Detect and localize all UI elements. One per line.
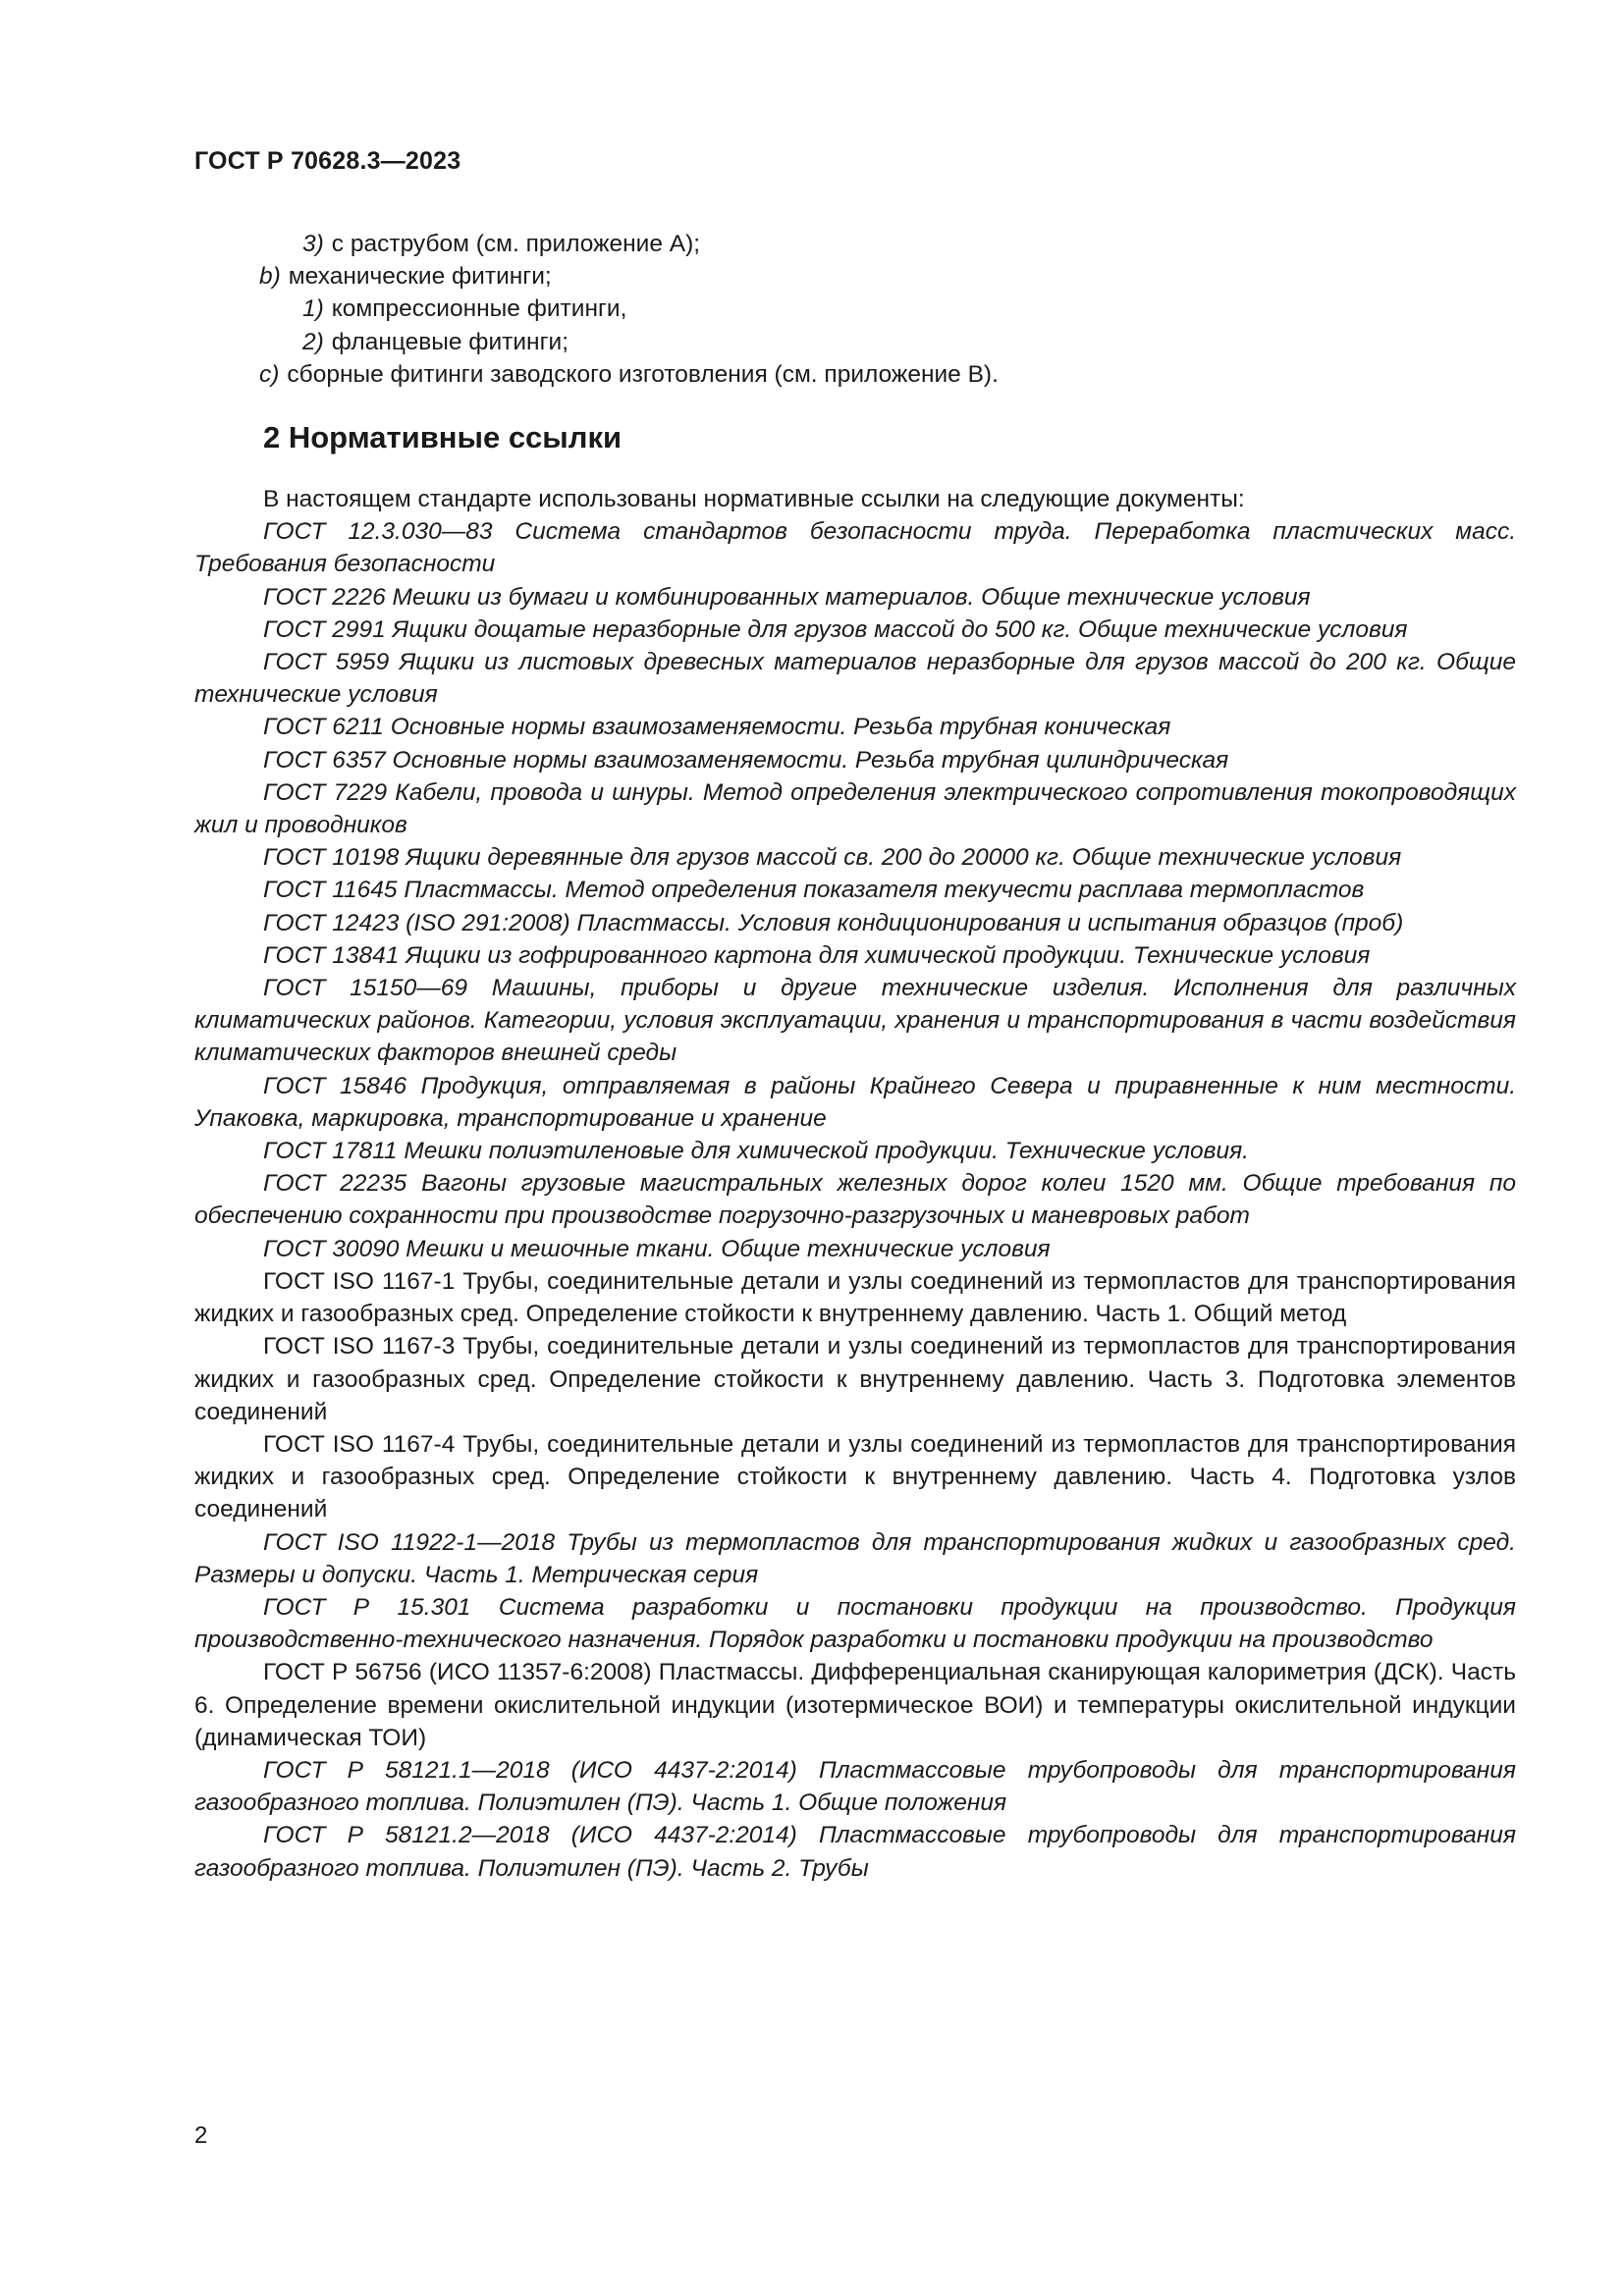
list-item: [194, 293, 1516, 325]
reference-item: ГОСТ 11645 Пластмассы. Метод определения показателя текучести расплава термопластов: [263, 877, 1365, 904]
reference-item: ГОСТ Р 58121.2—2018 (ИСО 4437-2:2014) Пластмассовые трубопроводы для транспортирования газообразного топлива. Полиэтилен (ПЭ). Часть 2. Трубы: [194, 1822, 1516, 1882]
reference-item: ГОСТ 30090 Мешки и мешочные ткани. Общие технические условия: [263, 1235, 1051, 1262]
reference-item: ГОСТ 7229 Кабели, провода и шнуры. Метод определения электрического сопротивления токопроводящих жил и проводников: [194, 778, 1516, 839]
reference-list: [194, 515, 1516, 1885]
reference-item: ГОСТ 10198 Ящики деревянные для грузов массой св. 200 до 20000 кг. Общие технические условия: [263, 844, 1402, 872]
reference-item: ГОСТ 2226 Мешки из бумаги и комбинированных материалов. Общие технические условия: [263, 583, 1311, 611]
list-item-marker: 2): [302, 328, 324, 355]
fitting-type-list: [194, 228, 1516, 391]
reference-item: ГОСТ 13841 Ящики из гофрированного картона для химической продукции. Технические условия: [263, 941, 1371, 969]
list-item-text: компрессионные фитинги,: [331, 295, 627, 323]
list-item: [194, 358, 1516, 391]
reference-item: ГОСТ ISO 1167-4 Трубы, соединительные детали и узлы соединений из термопластов для транспортирования жидких и газообразных сред. Определение стойкости к внутреннему давлению. Часть 4. Подготовка узлов соединений: [194, 1430, 1516, 1523]
reference-item: ГОСТ 15846 Продукция, отправляемая в районы Крайнего Севера и приравненные к ним местности. Упаковка, маркировка, транспортирование и хранение: [194, 1072, 1516, 1132]
list-item-marker: b): [259, 263, 281, 291]
reference-item: ГОСТ ISO 1167-1 Трубы, соединительные детали и узлы соединений из термопластов для транспортирования жидких и газообразных сред. Определение стойкости к внутреннему давлению. Часть 1. Общий метод: [194, 1267, 1516, 1328]
reference-item: ГОСТ 15150—69 Машины, приборы и другие технические изделия. Исполнения для различных климатических районов. Категории, условия эксплуатации, хранения и транспортирования в части воздействия климатических факторов внешней среды: [194, 975, 1516, 1067]
section-title: 2 Нормативные ссылки: [263, 420, 623, 455]
reference-item: ГОСТ 17811 Мешки полиэтиленовые для химической продукции. Технические условия.: [263, 1138, 1249, 1165]
reference-item: ГОСТ 22235 Вагоны грузовые магистральных железных дорог колеи 1520 мм. Общие требования по обеспечению сохранности при производстве погрузочно-разгрузочных и маневровых работ: [194, 1170, 1516, 1230]
page-content: [194, 228, 1516, 1885]
list-item-marker: c): [259, 360, 280, 388]
list-item-marker: 1): [302, 295, 324, 323]
list-item: [194, 228, 1516, 260]
list-item-text: механические фитинги;: [288, 263, 552, 291]
reference-item: ГОСТ 6357 Основные нормы взаимозаменяемости. Резьба трубная цилиндрическая: [263, 746, 1229, 774]
reference-item: ГОСТ 12.3.030—83 Система стандартов безопасности труда. Переработка пластических масс. Требования безопасности: [194, 518, 1516, 578]
list-item: [194, 326, 1516, 358]
reference-item: ГОСТ ISO 11922-1—2018 Трубы из термопластов для транспортирования жидких и газообразных сред. Размеры и допуски. Часть 1. Метрическая серия: [194, 1528, 1516, 1588]
list-item-marker: 3): [302, 231, 324, 257]
list-item-text: фланцевые фитинги;: [331, 328, 569, 355]
list-item-text: сборные фитинги заводского изготовления (см. приложение В).: [287, 360, 999, 388]
reference-item: ГОСТ Р 56756 (ИСО 11357-6:2008) Пластмассы. Дифференциальная сканирующая калориметрия (ДСК). Часть 6. Определение времени окислительной индукции (изотермическое ВОИ) и температуры окислительной индукции (динамическая ТОИ): [194, 1659, 1516, 1751]
reference-item: ГОСТ 12423 (ISO 291:2008) Пластмассы. Условия кондиционирования и испытания образцов (проб): [263, 909, 1404, 936]
reference-item: ГОСТ 2991 Ящики дощатые неразборные для грузов массой до 500 кг. Общие технические условия: [263, 615, 1408, 643]
page-number: 2: [194, 2122, 208, 2149]
list-item: [194, 260, 1516, 293]
reference-item: ГОСТ 6211 Основные нормы взаимозаменяемости. Резьба трубная коническая: [263, 714, 1171, 741]
reference-item: ГОСТ 5959 Ящики из листовых древесных материалов неразборные для грузов массой до 200 кг. Общие технические условия: [194, 649, 1516, 709]
section-intro: В настоящем стандарте использованы нормативные ссылки на следующие документы:: [263, 486, 1245, 513]
reference-item: ГОСТ ISO 1167-3 Трубы, соединительные детали и узлы соединений из термопластов для транспортирования жидких и газообразных сред. Определение стойкости к внутреннему давлению. Часть 3. Подготовка элементов соединений: [194, 1333, 1516, 1425]
reference-item: ГОСТ Р 58121.1—2018 (ИСО 4437-2:2014) Пластмассовые трубопроводы для транспортирования газообразного топлива. Полиэтилен (ПЭ). Часть 1. Общие положения: [194, 1756, 1516, 1817]
list-item-text: с раструбом (см. приложение А);: [331, 231, 701, 257]
reference-item: ГОСТ Р 15.301 Система разработки и постановки продукции на производство. Продукция производственно-технического назначения. Порядок разработки и постановки продукции на производство: [194, 1593, 1516, 1654]
document-code-header: ГОСТ Р 70628.3—2023: [194, 147, 461, 175]
